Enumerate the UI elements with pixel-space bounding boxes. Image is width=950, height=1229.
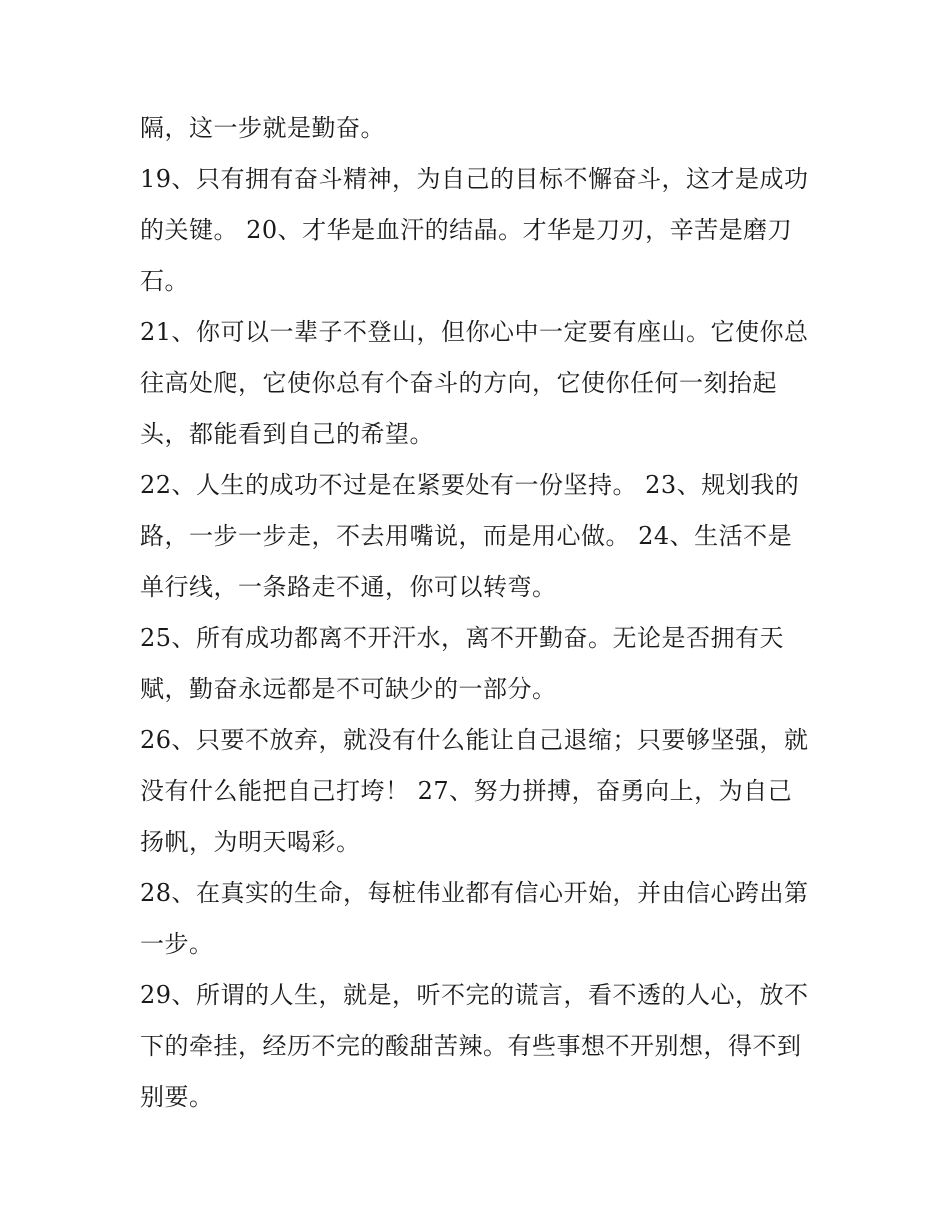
text-line: 下的牵挂，经历不完的酸甜苦辣。有些事想不开别想，得不到 (140, 1032, 802, 1060)
text-line: 29、所谓的人生，就是，听不完的谎言，看不透的人心，放不 (140, 981, 809, 1009)
text-line: 隔，这一步就是勤奋。 (140, 114, 385, 142)
text-line: 没有什么能把自己打垮！ 27、努力拼搏，奋勇向上，为自己 (140, 777, 793, 805)
text-line: 28、在真实的生命，每桩伟业都有信心开始，并由信心跨出第 (140, 879, 809, 907)
text-line: 头，都能看到自己的希望。 (140, 420, 434, 448)
text-line: 别要。 (140, 1083, 214, 1111)
text-line: 26、只要不放弃，就没有什么能让自己退缩；只要够坚强，就 (140, 726, 809, 754)
text-line: 21、你可以一辈子不登山，但你心中一定要有座山。它使你总 (140, 318, 809, 346)
text-line: 19、只有拥有奋斗精神，为自己的目标不懈奋斗，这才是成功 (140, 165, 809, 193)
text-line: 22、人生的成功不过是在紧要处有一份坚持。 23、规划我的 (140, 471, 800, 499)
text-line: 25、所有成功都离不开汗水，离不开勤奋。无论是否拥有天 (140, 624, 785, 652)
document-body (140, 103, 820, 1123)
text-line: 石。 (140, 267, 189, 295)
text-line: 路，一步一步走，不去用嘴说，而是用心做。 24、生活不是 (140, 522, 793, 550)
text-line: 往高处爬，它使你总有个奋斗的方向，它使你任何一刻抬起 (140, 369, 777, 397)
text-line: 单行线，一条路走不通，你可以转弯。 (140, 573, 557, 601)
text-line: 的关键。 20、才华是血汗的结晶。才华是刀刃，辛苦是磨刀 (140, 216, 793, 244)
text-line: 赋，勤奋永远都是不可缺少的一部分。 (140, 675, 557, 703)
text-line: 一步。 (140, 930, 214, 958)
text-line: 扬帆，为明天喝彩。 (140, 828, 361, 856)
